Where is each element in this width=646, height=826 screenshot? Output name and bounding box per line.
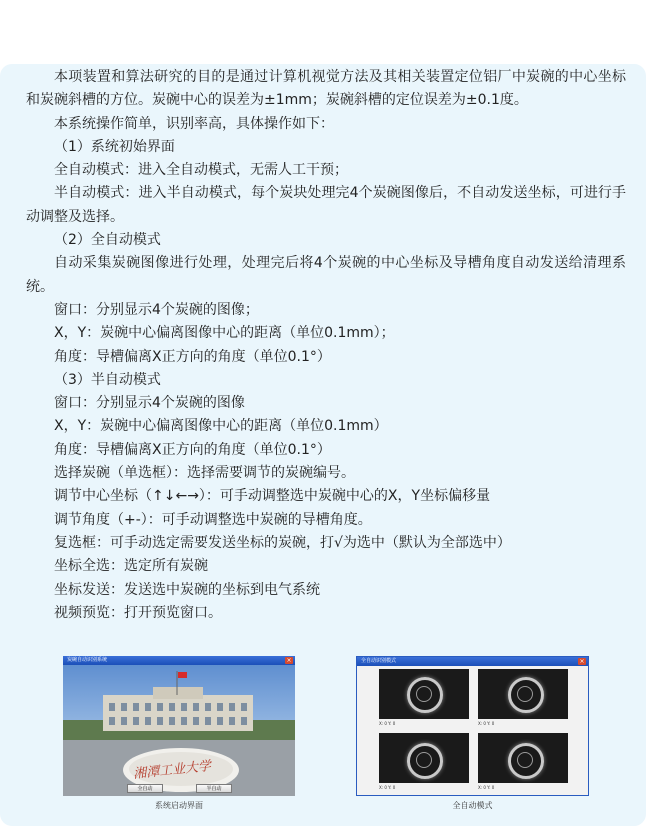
paragraph-select-all: 坐标全选：选定所有炭碗 [54,558,208,575]
full-auto-window-title: 全自动识别模式 [361,658,397,664]
document-body [26,66,626,625]
figures-row [0,656,646,816]
caption-startup: 系统启动界面 [155,801,203,810]
paragraph-adjust-angle: 调节角度（+-）：可手动调整选中炭碗的导槽角度。 [54,511,372,528]
camera-view-1 [379,669,469,719]
camera-view-2 [478,669,568,719]
paragraph-intro: 本项装置和算法研究的目的是通过计算机视觉方法及其相关装置定位铝厂中炭碗的中心坐标和炭碗斜槽的方位。炭碗中心的误差为±1mm；炭碗斜槽的定位误差为±0.1度。 [26,69,626,109]
figure-full-auto [356,656,589,816]
paragraph-window-2: 窗口：分别显示4个炭碗的图像 [54,395,245,412]
readout-1: X: 0 Y: 0 [379,721,396,726]
paragraph-window: 窗口：分别显示4个炭碗的图像； [54,301,259,318]
readout-4: X: 0 Y: 0 [478,785,495,790]
figure-startup [63,656,295,816]
caption-full-auto: 全自动模式 [452,801,493,810]
university-inscription: 湘潭工业大学 [132,758,212,783]
paragraph-full-auto: 全自动模式：进入全自动模式，无需人工干预； [54,162,348,179]
full-auto-screenshot [356,656,589,796]
paragraph-select: 选择炭碗（单选框）：选择需要调节的炭碗编号。 [54,465,355,482]
full-auto-titlebar [357,657,588,666]
paragraph-preview: 视频预览：打开预览窗口。 [54,604,222,621]
paragraph-semi-auto: 半自动模式：进入半自动模式，每个炭块处理完4个炭碗图像后，不自动发送坐标，可进行手动调整及选择。 [26,185,626,225]
paragraph-angle: 角度：导槽偏离X正方向的角度（单位0.1°） [54,348,331,365]
close-icon: × [579,658,585,665]
paragraph-summary: 本系统操作简单，识别率高，具体操作如下： [54,115,334,132]
semi-auto-button[interactable]: 半自动 [196,784,232,793]
section-heading-3: （3）半自动模式 [54,371,161,388]
camera-view-3 [379,733,469,783]
startup-screenshot [63,656,295,796]
paragraph-xy-2: X，Y：炭碗中心偏离图像中心的距离（单位0.1mm） [54,418,388,435]
paragraph-angle-2: 角度：导槽偏离X正方向的角度（单位0.1°） [54,441,331,458]
startup-window-title: 炭碗自动识别系统 [67,657,108,663]
paragraph-xy: X，Y：炭碗中心偏离图像中心的距离（单位0.1mm）； [54,325,395,342]
paragraph-send: 坐标发送：发送选中炭碗的坐标到电气系统 [54,581,320,598]
full-auto-button[interactable]: 全自动 [127,784,163,793]
camera-view-4 [478,733,568,783]
paragraph-auto-desc: 自动采集炭碗图像进行处理，处理完后将4个炭碗的中心坐标及导槽角度自动发送给清理系统。 [26,255,626,295]
readout-2: X: 0 Y: 0 [478,721,495,726]
paragraph-checkbox: 复选框：可手动选定需要发送坐标的炭碗，打√为选中（默认为全部选中） [54,534,511,551]
startup-titlebar [63,656,295,665]
section-heading-1: （1）系统初始界面 [54,138,175,155]
close-icon: × [286,657,292,664]
readout-3: X: 0 Y: 0 [379,785,396,790]
paragraph-adjust-center: 调节中心坐标（↑↓←→）：可手动调整选中炭碗中心的X，Y坐标偏移量 [54,488,491,505]
section-heading-2: （2）全自动模式 [54,232,161,249]
